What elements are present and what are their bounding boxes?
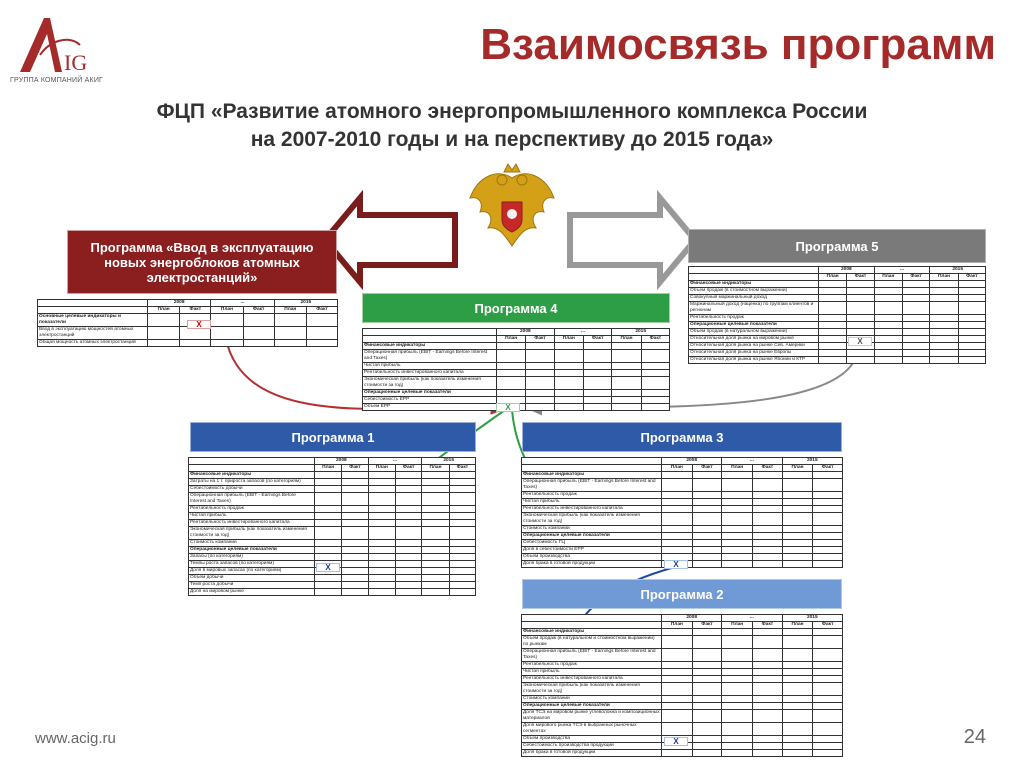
row-label: Объем производства (522, 554, 662, 561)
year-header: 2008 (148, 300, 211, 307)
program-3-header[interactable]: Программа 3 (522, 422, 842, 452)
row-label: Объем производства (522, 736, 662, 743)
row-label: Операционные целевые показатели (189, 547, 315, 554)
row-label: Операционные целевые показатели (522, 703, 662, 710)
col-header: План (148, 307, 180, 314)
svg-text:IG: IG (64, 50, 88, 75)
program-5-table (688, 266, 986, 364)
col-header: Факт (958, 274, 985, 281)
col-header: Факт (692, 622, 722, 629)
table-row (189, 493, 476, 506)
row-label: Рентабельность инвестированного капитала (189, 520, 315, 527)
row-label: Себестоимость добычи (189, 486, 315, 493)
program-3-table (521, 457, 843, 568)
program-4-table (362, 328, 670, 411)
col-header: Факт (243, 307, 274, 314)
col-header: План (554, 336, 583, 343)
table-row (689, 336, 986, 343)
row-label: Рентабельность инвестированного капитала (363, 370, 497, 377)
row-label: Операционные целевые показатели (363, 390, 497, 397)
row-label: Доля в себестоимости ЕРР (522, 547, 662, 554)
logo-caption: ГРУППА КОМПАНИЙ АКИГ (10, 77, 104, 84)
page-subtitle (0, 98, 1024, 154)
year-header: ... (211, 300, 274, 307)
col-header: План (722, 465, 753, 472)
row-label: Рентабельность инвестированного капитала (522, 506, 662, 513)
row-label: Операционные целевые показатели (689, 322, 819, 329)
col-header: План (315, 465, 342, 472)
row-label: Доля мирового рынка ТСЭ в выбранных рыночных сегментах (522, 723, 662, 736)
table-row (189, 527, 476, 540)
table-row (689, 295, 986, 302)
col-header: Факт (526, 336, 554, 343)
row-label: Стоимость компании (522, 696, 662, 703)
table-row (189, 520, 476, 527)
row-label: Темпы роста запасов (по категориям) (189, 561, 315, 568)
year-header: ... (722, 615, 782, 622)
program-2-table (521, 614, 843, 757)
table-row (689, 315, 986, 322)
row-label: Относительная доля рынка на мировом рынке (689, 336, 819, 343)
table-row (189, 479, 476, 486)
table-row (689, 350, 986, 357)
row-label: Финансовые индикаторы (522, 472, 662, 479)
year-header: ... (874, 267, 930, 274)
row-label: Рентабельность продаж (689, 315, 819, 322)
row-label: Операционная прибыль (EBIT - Earnings Before Interest and Taxes) (189, 493, 315, 506)
row-label: Финансовые индикаторы (189, 472, 315, 479)
row-label: Запасы (по категориям) (189, 554, 315, 561)
year-header: ... (722, 458, 782, 465)
row-label: Затраты на 1 т. прироста запасов (по категориям) (189, 479, 315, 486)
col-header: План (874, 274, 902, 281)
col-header: Факт (813, 622, 843, 629)
col-header: План (930, 274, 958, 281)
table-row (189, 486, 476, 493)
col-header: Факт (753, 465, 783, 472)
coat-of-arms-icon (458, 158, 566, 260)
table-row (522, 526, 843, 533)
table-row (522, 683, 843, 696)
row-label: Стоимость компании (522, 526, 662, 533)
row-label: Чистая прибыль (522, 499, 662, 506)
row-label: Рентабельность продаж (522, 492, 662, 499)
col-header: План (274, 307, 306, 314)
col-header: Факт (641, 336, 669, 343)
row-label: Стоимость компании (189, 540, 315, 547)
page-number: 24 (963, 726, 986, 748)
year-header: 2015 (782, 615, 842, 622)
row-label: Доля на мировом рынке (189, 589, 315, 596)
table-row (522, 479, 843, 492)
link-marker: X (316, 563, 340, 572)
year-header: ... (368, 458, 422, 465)
subtitle-line-1: ФЦП «Развитие атомного энергопромышленного комплекса России (156, 100, 868, 123)
row-label: Себестоимость ЕРР (363, 397, 497, 404)
row-label: Доля брака в готовой продукции (522, 561, 662, 568)
link-marker: X (496, 403, 520, 412)
col-header: Факт (847, 274, 874, 281)
year-header: ... (554, 329, 612, 336)
row-label: Темп роста добычи (189, 582, 315, 589)
program-1-table (188, 457, 476, 596)
row-label: Относительная доля рынка на рынке Японии и КТР (689, 357, 819, 364)
table-row (522, 723, 843, 736)
row-label: Рентабельность продаж (189, 506, 315, 513)
row-label: Общая мощность атомных электростанций (38, 340, 148, 347)
col-header: План (722, 622, 753, 629)
table-row (689, 288, 986, 295)
link-marker: X (187, 320, 211, 329)
page-title: Взаимосвязь программ (480, 20, 996, 69)
row-label: Совокупный маржинальный доход (689, 295, 819, 302)
col-header: Факт (180, 307, 211, 314)
row-label: Маржинальный доход (наценка) по группам клиентов и регионам (689, 302, 819, 315)
col-header: План (422, 465, 449, 472)
table-row (522, 547, 843, 554)
table-row (522, 629, 843, 636)
row-label: Относительная доля рынка на рынке Европы (689, 350, 819, 357)
table-row (522, 649, 843, 662)
link-marker: X (664, 737, 688, 746)
row-label: Основные целевые индикаторы и показатели (38, 314, 148, 327)
col-header: Факт (903, 274, 930, 281)
link-marker: X (848, 337, 872, 346)
col-header: Факт (449, 465, 475, 472)
row-label: Финансовые индикаторы (522, 629, 662, 636)
row-label: Операционная прибыль (EBIT - Earnings Before Interest and Taxes) (363, 350, 497, 363)
col-header: План (368, 465, 395, 472)
row-label: Финансовые индикаторы (363, 343, 497, 350)
row-label: Себестоимость производства продукции (522, 743, 662, 750)
table-row (363, 370, 670, 377)
row-label: Чистая прибыль (522, 669, 662, 676)
year-header: 2008 (819, 267, 875, 274)
footer-url[interactable]: www.acig.ru (35, 730, 116, 747)
col-header: План (782, 465, 813, 472)
link-marker: X (664, 560, 688, 569)
row-label: Доля брака в готовой продукции (522, 750, 662, 757)
row-label: Объем ЕРР (363, 404, 497, 411)
year-header: 2008 (315, 458, 369, 465)
table-row (189, 589, 476, 596)
year-header: 2015 (612, 329, 670, 336)
table-row (522, 506, 843, 513)
col-header: Факт (342, 465, 368, 472)
table-row (363, 377, 670, 390)
col-header: План (782, 622, 813, 629)
table-row (522, 676, 843, 683)
row-label: Экономическая прибыль (как показатель изменения стоимости за год) (363, 377, 497, 390)
row-label: Экономическая прибыль (как показатель изменения стоимости за год) (189, 527, 315, 540)
year-header: 2015 (274, 300, 337, 307)
subtitle-line-2: на 2007-2010 годы и на перспективу до 2015 года» (250, 128, 774, 151)
col-header: Факт (813, 465, 843, 472)
program-1-header[interactable]: Программа 1 (190, 422, 476, 452)
row-label: Себестоимость ГЦ (522, 540, 662, 547)
table-row (363, 350, 670, 363)
col-header: План (662, 622, 693, 629)
col-header: План (211, 307, 243, 314)
row-label: Объем продаж (в стоимостном выражении) (689, 288, 819, 295)
table-row (522, 499, 843, 506)
table-row (363, 390, 670, 397)
row-label: Экономическая прибыль (как показатель изменения стоимости за год) (522, 513, 662, 526)
table-row (522, 750, 843, 757)
red-block-arrow (325, 198, 455, 282)
table-row (522, 636, 843, 649)
row-label: Рентабельность продаж (522, 662, 662, 669)
row-label: Доля в мировых запасах (по категориям) (189, 568, 315, 575)
table-row (522, 710, 843, 723)
table-row (522, 696, 843, 703)
program-2-header[interactable]: Программа 2 (522, 579, 842, 609)
table-row (522, 492, 843, 499)
year-header: 2008 (662, 458, 722, 465)
table-row (189, 506, 476, 513)
year-header: 2015 (930, 267, 986, 274)
table-row (689, 281, 986, 288)
row-label: Экономическая прибыль (как показатель изменения стоимости за год) (522, 683, 662, 696)
row-label: Доля ТСЭ на мировом рынке углеволокна и композиционных материалов (523, 710, 660, 721)
row-label: Объем продаж (в натуральном выражении) (689, 329, 819, 336)
program-4-header[interactable]: Программа 4 (362, 293, 670, 323)
row-label: Чистая прибыль (363, 363, 497, 370)
table-row (689, 329, 986, 336)
gray-block-arrow (570, 198, 695, 282)
col-header: План (819, 274, 847, 281)
table-row (363, 343, 670, 350)
table-row (689, 343, 986, 350)
table-row (189, 554, 476, 561)
year-header: 2015 (422, 458, 476, 465)
row-label: Операционные целевые показатели (522, 533, 662, 540)
row-label: Объем добычи (189, 575, 315, 582)
table-row (689, 302, 986, 315)
year-header: 2015 (782, 458, 842, 465)
table-row (522, 513, 843, 526)
col-header: Факт (584, 336, 612, 343)
table-row (189, 582, 476, 589)
row-label: Операционная прибыль (EBIT - Earnings Before Interest and Taxes) (522, 479, 662, 492)
table-row (522, 533, 843, 540)
table-row (189, 575, 476, 582)
table-row (522, 703, 843, 710)
row-label: Ввод в эксплуатацию мощностей атомных электростанций (38, 327, 148, 340)
row-label: Рентабельность инвестированного капитала (522, 676, 662, 683)
row-label: Финансовые индикаторы (689, 281, 819, 288)
row-label: Объем продаж (в натуральном и стоимостном выражении) по рынкам (522, 636, 662, 649)
table-row (689, 357, 986, 364)
col-header: План (662, 465, 693, 472)
table-row (689, 322, 986, 329)
table-row (522, 662, 843, 669)
col-header: План (612, 336, 641, 343)
col-header: Факт (692, 465, 722, 472)
table-row (38, 340, 338, 347)
table-row (522, 540, 843, 547)
col-header: Факт (395, 465, 421, 472)
table-row (189, 547, 476, 554)
row-label: Чистая прибыль (189, 513, 315, 520)
program-5-header[interactable]: Программа 5 (688, 229, 986, 263)
table-row (522, 472, 843, 479)
col-header: Факт (753, 622, 783, 629)
table-row (189, 540, 476, 547)
year-header: 2008 (497, 329, 555, 336)
col-header: План (497, 336, 526, 343)
col-header: Факт (306, 307, 337, 314)
table-row (522, 669, 843, 676)
row-label: Операционная прибыль (EBIT - Earnings Before Interest and Taxes) (522, 649, 662, 662)
row-label: Относительная доля рынка на рынке Сев. Америки (689, 343, 819, 350)
program-reactor-header[interactable]: Программа «Ввод в эксплуатацию новых энергоблоков атомных электростанций» (67, 230, 337, 294)
year-header: 2008 (662, 615, 722, 622)
table-row (363, 363, 670, 370)
table-row (189, 472, 476, 479)
table-row (189, 513, 476, 520)
